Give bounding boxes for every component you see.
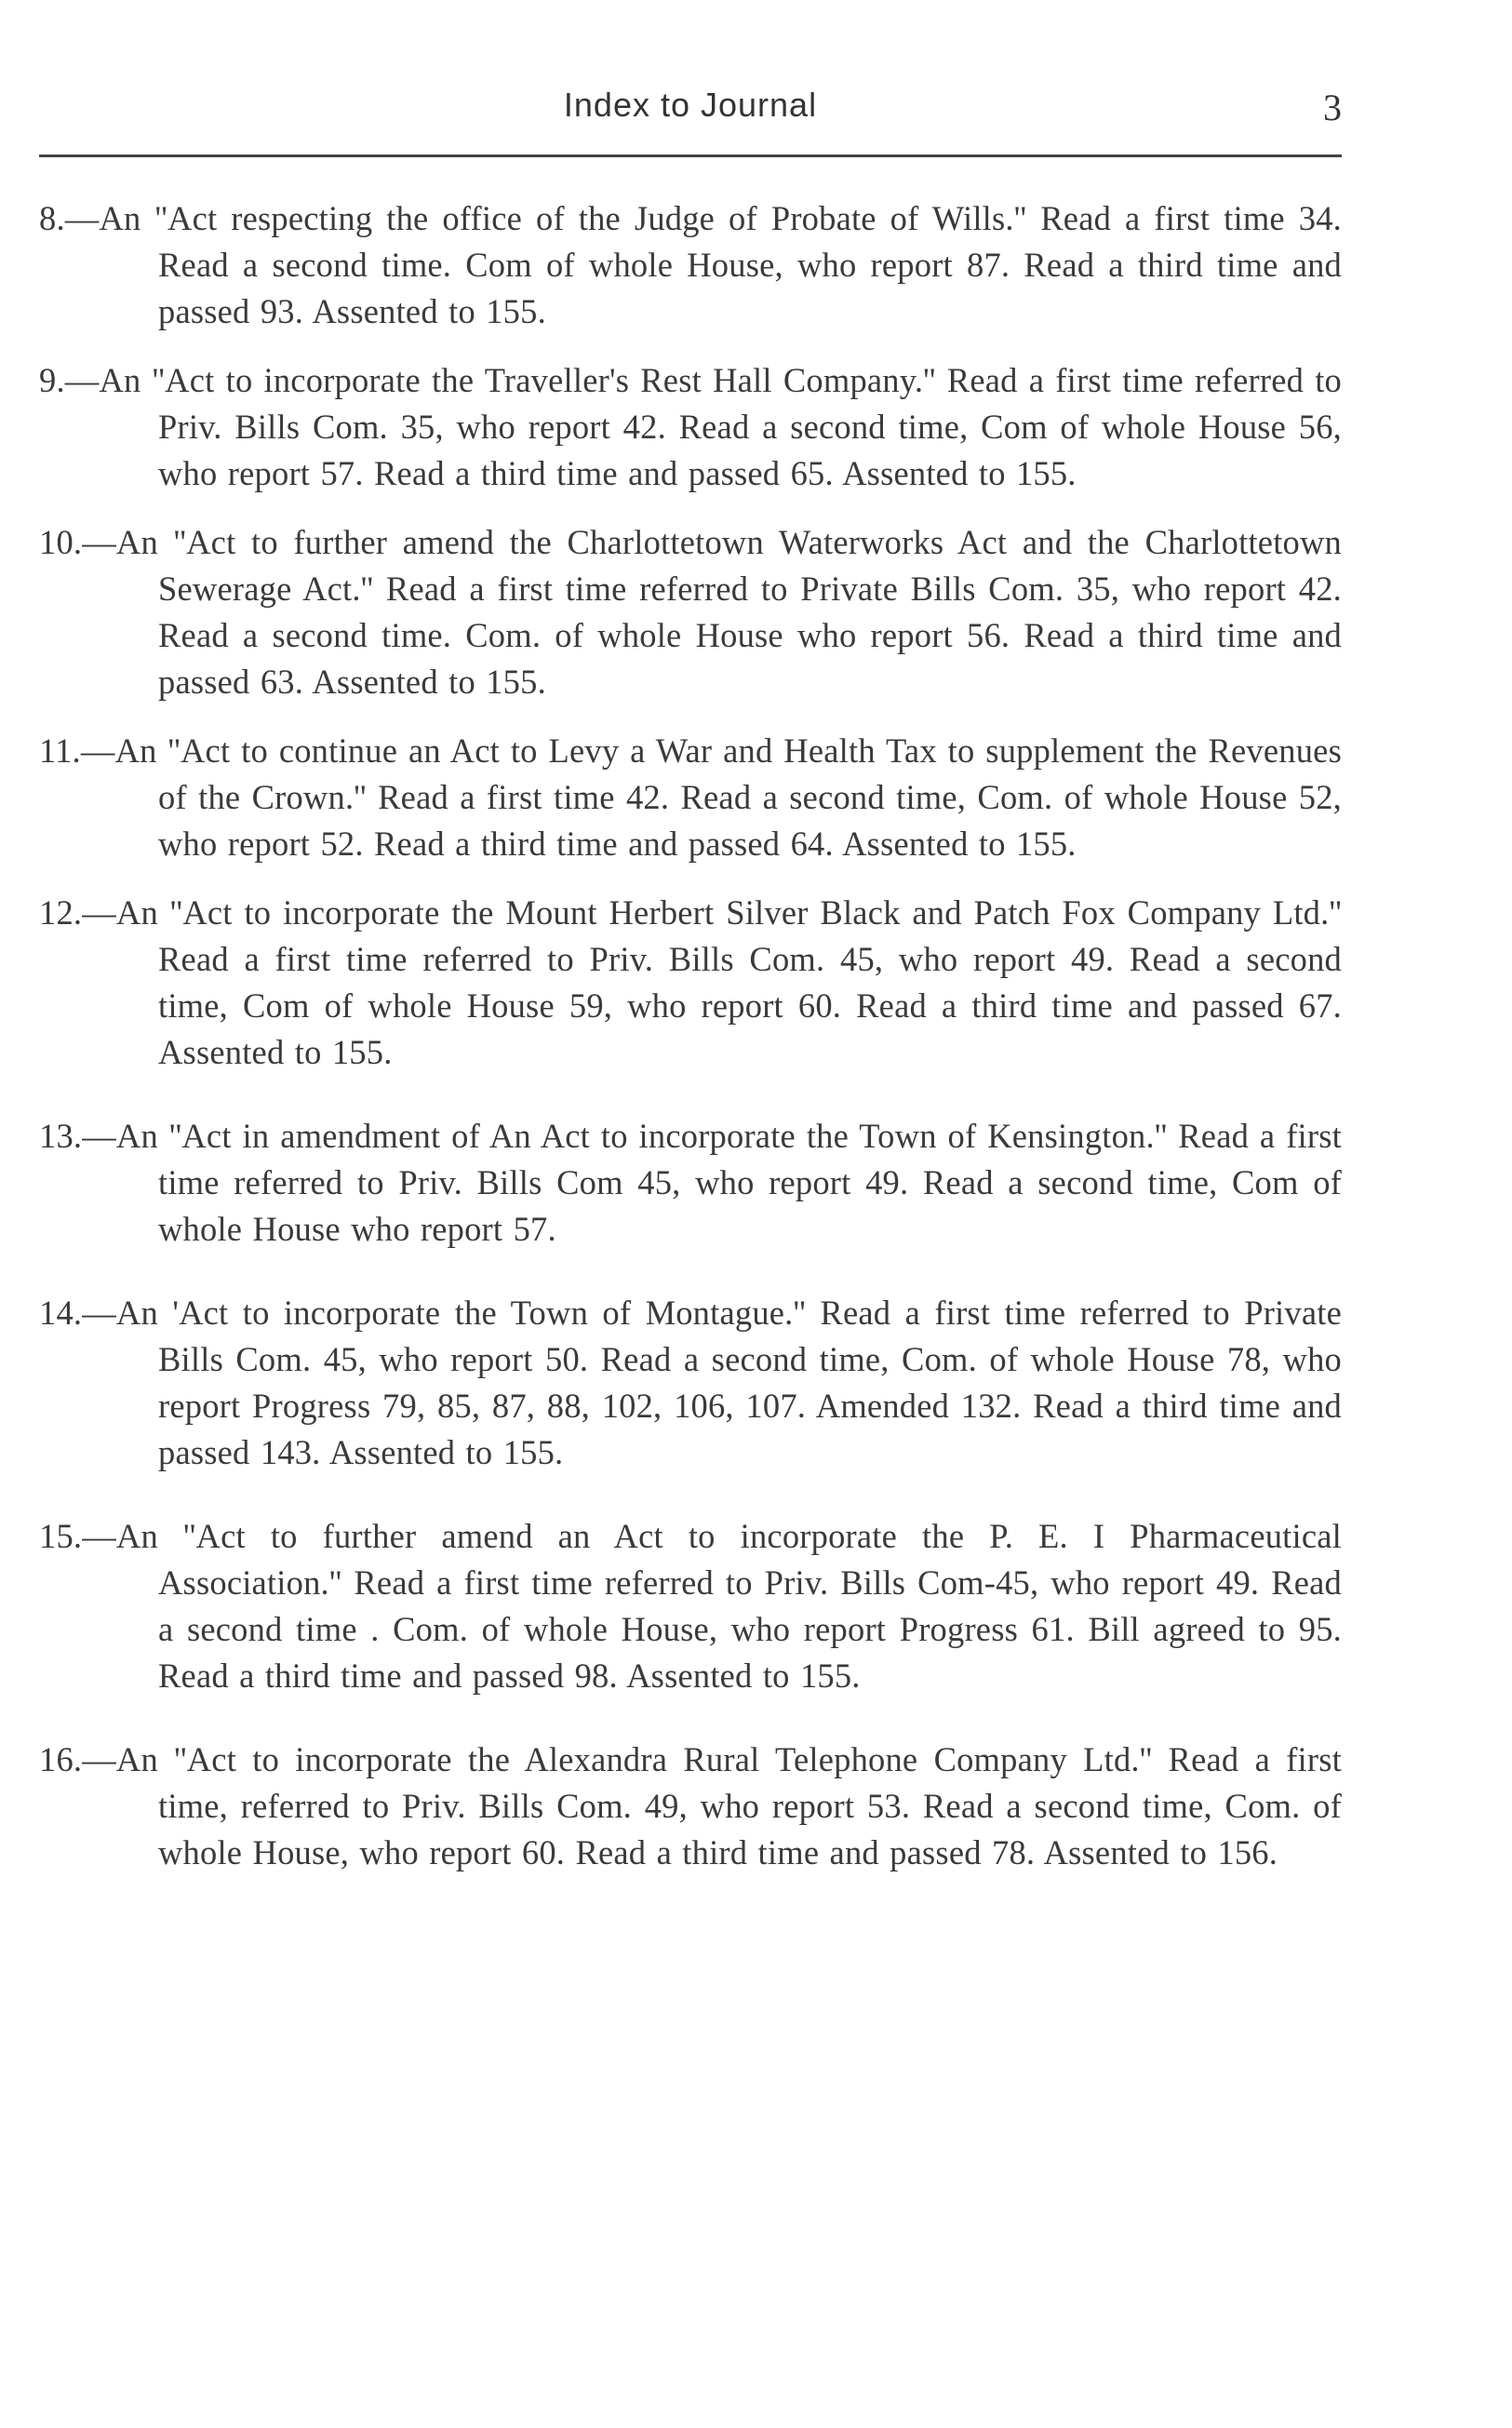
- entry-text: —An ''Act to further amend an Act to incorporate the P. E. I Pharmaceutical Association.'' Read a first time referred to Priv. Bills Com-45, who report 49. Read a second time . Com. of whole House, who report Progress 61. Bill agreed to 95. Read a third time and passed 98. Assented to 155.: [82, 1517, 1342, 1695]
- header-rule: [39, 154, 1342, 157]
- index-entry-10: [39, 519, 1342, 705]
- page-header: [39, 86, 1342, 141]
- entry-number: 16.: [39, 1740, 83, 1778]
- entry-number: 11.: [39, 731, 81, 770]
- entry-text: —An ''Act to continue an Act to Levy a War and Health Tax to supplement the Revenues of the Crown.'' Read a first time 42. Read a second time, Com. of whole House 52, who report 52. Read a third time and passed 64. Assented to 155.: [80, 731, 1342, 863]
- entry-text: —An ''Act in amendment of An Act to incorporate the Town of Kensington.'' Read a first time referred to Priv. Bills Com 45, who report 49. Read a second time, Com of whole House who report 57.: [82, 1117, 1342, 1248]
- index-entries: [39, 195, 1342, 1876]
- entry-text: —An ''Act to incorporate the Alexandra Rural Telephone Company Ltd.'' Read a first time, referred to Priv. Bills Com. 49, who report 53. Read a second time, Com. of whole House, who report 60. Read a third time and passed 78. Assented to 156.: [82, 1740, 1342, 1871]
- index-entry-12: [39, 890, 1342, 1076]
- entry-number: 9.: [39, 361, 65, 399]
- entry-number: 14.: [39, 1294, 83, 1332]
- page-number: 3: [1323, 87, 1342, 128]
- entry-text: —An 'Act to incorporate the Town of Montague.'' Read a first time referred to Private Bills Com. 45, who report 50. Read a second time, Com. of whole House 78, who report Progress 79, 85, 87, 88, 102, 106, 107. Amended 132. Read a third time and passed 143. Assented to 155.: [82, 1294, 1342, 1471]
- entry-text: —An ''Act to further amend the Charlottetown Waterworks Act and the Charlottetown Sewerage Act.'' Read a first time referred to Private Bills Com. 35, who report 42. Read a second time. Com. of whole House who report 56. Read a third time and passed 63. Assented to 155.: [82, 523, 1342, 701]
- index-entry-13: [39, 1113, 1342, 1253]
- entry-number: 15.: [39, 1517, 83, 1555]
- entry-number: 8.: [39, 199, 65, 237]
- index-entry-15: [39, 1513, 1342, 1699]
- index-entry-16: [39, 1737, 1342, 1876]
- entry-text: —An ''Act to incorporate the Mount Herbert Silver Black and Patch Fox Company Ltd.'' Read a first time referred to Priv. Bills Com. 45, who report 49. Read a second time, Com of whole House 59, who report 60. Read a third time and passed 67. Assented to 155.: [82, 893, 1342, 1071]
- running-title: Index to Journal: [563, 86, 818, 124]
- index-entry-8: [39, 195, 1342, 335]
- entry-number: 13.: [39, 1117, 83, 1155]
- entry-text: —An ''Act respecting the office of the Judge of Probate of Wills.'' Read a first time 34. Read a second time. Com of whole House, who report 87. Read a third time and passed 93. Assented to 155.: [64, 199, 1342, 330]
- index-entry-11: [39, 728, 1342, 867]
- index-entry-9: [39, 357, 1342, 497]
- entry-text: —An ''Act to incorporate the Traveller's Rest Hall Company.'' Read a first time referred to Priv. Bills Com. 35, who report 42. Read a second time, Com of whole House 56, who report 57. Read a third time and passed 65. Assented to 155.: [64, 361, 1342, 492]
- entry-number: 12.: [39, 893, 83, 932]
- index-entry-14: [39, 1290, 1342, 1476]
- entry-number: 10.: [39, 523, 83, 561]
